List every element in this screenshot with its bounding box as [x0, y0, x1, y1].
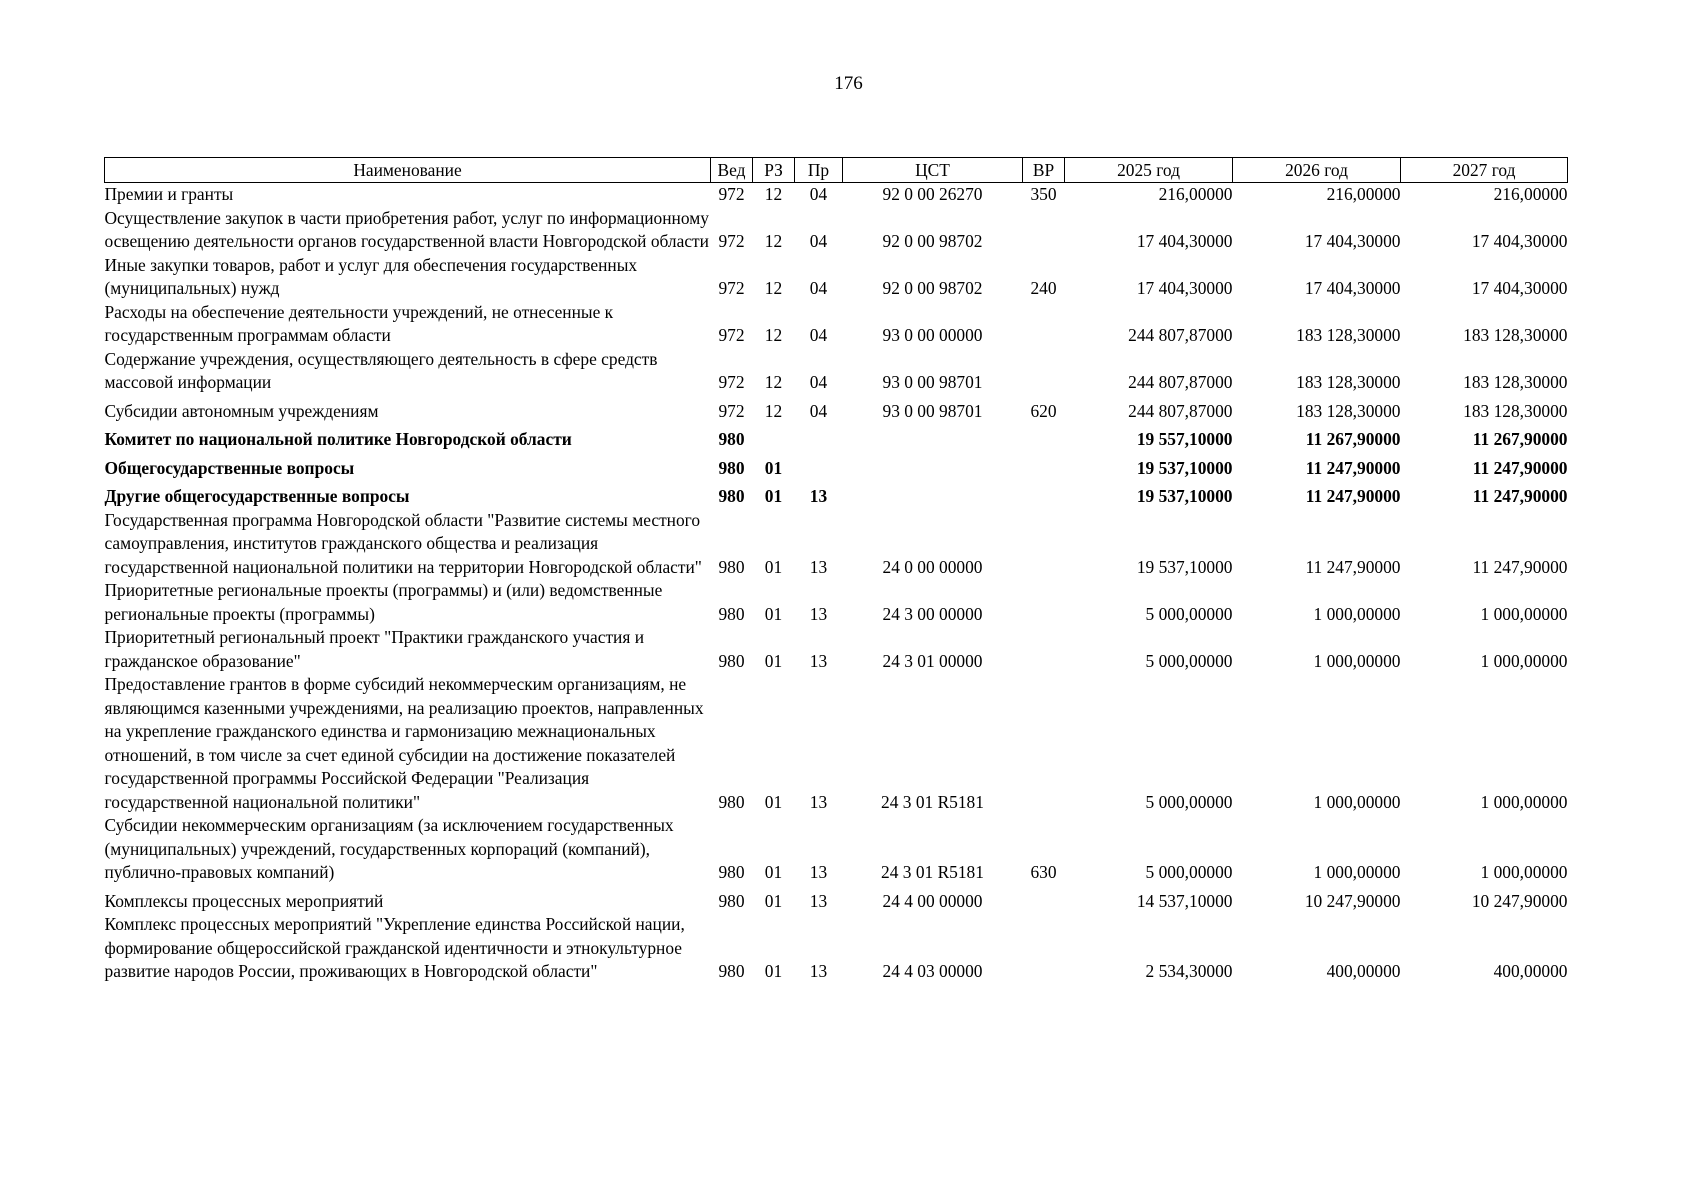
- cell-y2027: 1 000,00000: [1480, 603, 1568, 624]
- cell-name: Другие общегосударственные вопросы: [104, 486, 410, 506]
- cell-pr: 13: [809, 650, 828, 671]
- cell-rz: 01: [764, 890, 783, 911]
- cell-name: Осуществление закупок в части приобретения работ, услуг по информационному освещению деятельности органов государственной власти Новгородской области: [104, 207, 709, 251]
- cell-rz: 12: [764, 231, 783, 251]
- cell-y2026: 11 247,90000: [1305, 556, 1401, 577]
- cell-y2025: 216,00000: [1158, 184, 1233, 204]
- cell-vr: [1023, 579, 1065, 626]
- cell-cst: 24 4 00 00000: [882, 890, 983, 911]
- table-row: [105, 183, 1568, 207]
- cell-vr: [1023, 480, 1065, 509]
- header-ved: Вед: [711, 158, 753, 183]
- cell-rz: 01: [764, 603, 783, 624]
- cell-ved: 980: [718, 457, 745, 478]
- cell-rz: 01: [764, 862, 783, 882]
- cell-y2026: 183 128,30000: [1296, 325, 1401, 345]
- cell-rz: 12: [764, 400, 783, 421]
- cell-pr: 13: [809, 486, 828, 506]
- cell-vr: [1023, 452, 1065, 481]
- cell-y2026: 11 247,90000: [1305, 486, 1401, 506]
- cell-rz: 01: [764, 556, 783, 577]
- header-cst: ЦСТ: [843, 158, 1023, 183]
- cell-y2027: 183 128,30000: [1463, 400, 1568, 421]
- cell-cst: [843, 423, 1023, 452]
- cell-y2025: 5 000,00000: [1145, 650, 1233, 671]
- cell-rz: 01: [764, 791, 783, 812]
- cell-ved: 980: [718, 961, 745, 981]
- cell-name: Расходы на обеспечение деятельности учреждений, не отнесенные к государственным программам области: [104, 301, 614, 345]
- cell-rz: 01: [764, 650, 783, 671]
- cell-y2025: 17 404,30000: [1136, 278, 1233, 298]
- cell-ved: 980: [718, 650, 745, 671]
- cell-y2026: 183 128,30000: [1296, 372, 1401, 392]
- cell-pr: 04: [809, 184, 828, 204]
- table-row: [105, 673, 1568, 814]
- cell-name: Комплексы процессных мероприятий: [104, 890, 384, 911]
- cell-vr: 350: [1030, 184, 1057, 204]
- header-2026: 2026 год: [1233, 158, 1401, 183]
- cell-cst: 92 0 00 98702: [882, 231, 983, 251]
- cell-cst: [843, 452, 1023, 481]
- cell-rz: 12: [764, 325, 783, 345]
- cell-y2027: 17 404,30000: [1471, 231, 1568, 251]
- cell-y2025: 19 557,10000: [1136, 429, 1233, 449]
- cell-cst: 93 0 00 98701: [882, 372, 983, 392]
- cell-y2025: 5 000,00000: [1145, 603, 1233, 624]
- cell-name: Субсидии некоммерческим организациям (за исключением государственных (муниципальных) учреждений, государственных корпораций (компаний), публично-правовых компаний): [104, 815, 674, 882]
- cell-y2027: 400,00000: [1493, 961, 1568, 981]
- table-row: [105, 254, 1568, 301]
- cell-cst: 93 0 00 98701: [882, 400, 983, 421]
- cell-y2027: 183 128,30000: [1463, 372, 1568, 392]
- cell-pr: 13: [809, 862, 828, 882]
- cell-name: Иные закупки товаров, работ и услуг для обеспечения государственных (муниципальных) нужд: [104, 254, 638, 298]
- cell-cst: 92 0 00 98702: [882, 278, 983, 298]
- cell-y2025: 19 537,10000: [1136, 457, 1233, 478]
- cell-vr: 620: [1030, 400, 1057, 421]
- cell-pr: [795, 423, 843, 452]
- cell-name: Премии и гранты: [104, 184, 234, 204]
- cell-pr: 04: [809, 400, 828, 421]
- cell-pr: 04: [809, 278, 828, 298]
- cell-vr: [1023, 885, 1065, 914]
- table-row: [105, 480, 1568, 509]
- cell-vr: [1023, 913, 1065, 984]
- cell-y2027: 11 247,90000: [1472, 486, 1568, 506]
- cell-y2026: 1 000,00000: [1313, 862, 1401, 882]
- cell-y2026: 11 247,90000: [1305, 457, 1401, 478]
- cell-vr: 240: [1030, 278, 1057, 298]
- cell-vr: [1023, 207, 1065, 254]
- cell-cst: 24 4 03 00000: [882, 961, 983, 981]
- cell-y2025: 5 000,00000: [1145, 862, 1233, 882]
- cell-ved: 972: [718, 325, 745, 345]
- cell-y2027: 183 128,30000: [1463, 325, 1568, 345]
- cell-y2026: 11 267,90000: [1305, 429, 1401, 449]
- cell-cst: [843, 480, 1023, 509]
- cell-ved: 980: [718, 890, 745, 911]
- table-row: [105, 814, 1568, 885]
- cell-y2026: 216,00000: [1326, 184, 1401, 204]
- cell-ved: 972: [718, 231, 745, 251]
- page-number: 176: [834, 73, 863, 94]
- cell-cst: 24 0 00 00000: [882, 556, 983, 577]
- table-row: [105, 885, 1568, 914]
- cell-rz: 12: [764, 372, 783, 392]
- cell-rz: 01: [764, 961, 783, 981]
- cell-pr: 04: [809, 372, 828, 392]
- cell-vr: [1023, 301, 1065, 348]
- cell-cst: 24 3 00 00000: [882, 603, 983, 624]
- cell-y2027: 11 247,90000: [1472, 556, 1568, 577]
- table-header-row: [105, 158, 1568, 183]
- cell-vr: [1023, 509, 1065, 580]
- cell-cst: 24 3 01 R5181: [881, 862, 984, 882]
- cell-y2025: 19 537,10000: [1136, 486, 1233, 506]
- table-row: [105, 423, 1568, 452]
- cell-ved: 972: [718, 400, 745, 421]
- cell-pr: [795, 452, 843, 481]
- cell-y2027: 1 000,00000: [1480, 862, 1568, 882]
- cell-name: Приоритетный региональный проект "Практики гражданского участия и гражданское образование": [104, 627, 644, 671]
- cell-ved: 980: [718, 862, 745, 882]
- cell-y2025: 17 404,30000: [1136, 231, 1233, 251]
- cell-pr: 13: [809, 603, 828, 624]
- cell-pr: 13: [809, 961, 828, 981]
- cell-name: Субсидии автономным учреждениям: [104, 400, 379, 421]
- table-body: [105, 183, 1568, 984]
- table-row: [105, 509, 1568, 580]
- cell-vr: 630: [1030, 862, 1057, 882]
- cell-y2025: 14 537,10000: [1136, 890, 1233, 911]
- cell-rz: 12: [764, 278, 783, 298]
- table-row: [105, 579, 1568, 626]
- cell-ved: 980: [718, 603, 745, 624]
- cell-y2025: 19 537,10000: [1136, 556, 1233, 577]
- cell-ved: 980: [718, 791, 745, 812]
- cell-cst: 92 0 00 26270: [882, 184, 983, 204]
- cell-pr: 04: [809, 231, 828, 251]
- cell-y2026: 183 128,30000: [1296, 400, 1401, 421]
- budget-table: [104, 157, 1568, 984]
- cell-rz: [753, 423, 795, 452]
- cell-y2025: 2 534,30000: [1145, 961, 1233, 981]
- header-name: Наименование: [105, 158, 711, 183]
- cell-name: Приоритетные региональные проекты (программы) и (или) ведомственные региональные проекты (программы): [104, 580, 663, 624]
- cell-y2025: 5 000,00000: [1145, 791, 1233, 812]
- table-row: [105, 207, 1568, 254]
- cell-ved: 972: [718, 278, 745, 298]
- cell-y2027: 11 267,90000: [1472, 429, 1568, 449]
- cell-ved: 980: [718, 556, 745, 577]
- cell-y2025: 244 807,87000: [1128, 372, 1233, 392]
- cell-pr: 13: [809, 556, 828, 577]
- cell-rz: 01: [764, 457, 783, 478]
- header-2027: 2027 год: [1401, 158, 1568, 183]
- cell-y2026: 1 000,00000: [1313, 650, 1401, 671]
- cell-y2026: 1 000,00000: [1313, 791, 1401, 812]
- cell-y2026: 17 404,30000: [1304, 231, 1401, 251]
- cell-name: Предоставление грантов в форме субсидий некоммерческим организациям, не являющимся казенными учреждениями, на реализацию проектов, направленных на укрепление гражданского единства и гармонизацию межнациональных отношений, в том числе за счет единой субсидии на достижение показателей государственной программы Российской Федерации "Реализация государственной национальной политики": [104, 674, 704, 812]
- cell-y2027: 216,00000: [1493, 184, 1568, 204]
- table-row: [105, 301, 1568, 348]
- cell-cst: 24 3 01 R5181: [881, 791, 984, 812]
- header-pr: Пр: [795, 158, 843, 183]
- cell-y2027: 10 247,90000: [1471, 890, 1568, 911]
- cell-ved: 972: [718, 184, 745, 204]
- cell-ved: 980: [718, 486, 745, 506]
- table-row: [105, 452, 1568, 481]
- cell-y2026: 400,00000: [1326, 961, 1401, 981]
- cell-pr: 13: [809, 890, 828, 911]
- cell-y2027: 11 247,90000: [1472, 457, 1568, 478]
- cell-y2026: 17 404,30000: [1304, 278, 1401, 298]
- cell-y2025: 244 807,87000: [1128, 400, 1233, 421]
- cell-vr: [1023, 626, 1065, 673]
- header-rz: РЗ: [753, 158, 795, 183]
- table-row: [105, 348, 1568, 395]
- cell-vr: [1023, 423, 1065, 452]
- cell-ved: 980: [718, 429, 745, 449]
- table-row: [105, 913, 1568, 984]
- cell-y2026: 1 000,00000: [1313, 603, 1401, 624]
- cell-name: Комплекс процессных мероприятий "Укрепление единства Российской нации, формирование общероссийской гражданской идентичности и этнокультурное развитие народов России, проживающих в Новгородской области": [104, 914, 685, 981]
- cell-y2027: 1 000,00000: [1480, 791, 1568, 812]
- cell-rz: 01: [764, 486, 783, 506]
- cell-pr: 04: [809, 325, 828, 345]
- cell-rz: 12: [764, 184, 783, 204]
- cell-ved: 972: [718, 372, 745, 392]
- cell-y2027: 17 404,30000: [1471, 278, 1568, 298]
- cell-name: Содержание учреждения, осуществляющего деятельность в сфере средств массовой информации: [104, 348, 658, 392]
- cell-y2025: 244 807,87000: [1128, 325, 1233, 345]
- cell-name: Государственная программа Новгородской области "Развитие системы местного самоуправления, институтов гражданского общества и реализация государственной национальной политики на территории Новгородской области": [104, 509, 702, 577]
- table-row: [105, 626, 1568, 673]
- header-vr: ВР: [1023, 158, 1065, 183]
- cell-vr: [1023, 673, 1065, 814]
- cell-pr: 13: [809, 791, 828, 812]
- cell-y2026: 10 247,90000: [1304, 890, 1401, 911]
- cell-name: Общегосударственные вопросы: [104, 457, 355, 478]
- cell-y2027: 1 000,00000: [1480, 650, 1568, 671]
- cell-cst: 24 3 01 00000: [882, 650, 983, 671]
- table-row: [105, 395, 1568, 424]
- cell-vr: [1023, 348, 1065, 395]
- cell-name: Комитет по национальной политике Новгородской области: [104, 429, 572, 449]
- cell-cst: 93 0 00 00000: [882, 325, 983, 345]
- header-2025: 2025 год: [1065, 158, 1233, 183]
